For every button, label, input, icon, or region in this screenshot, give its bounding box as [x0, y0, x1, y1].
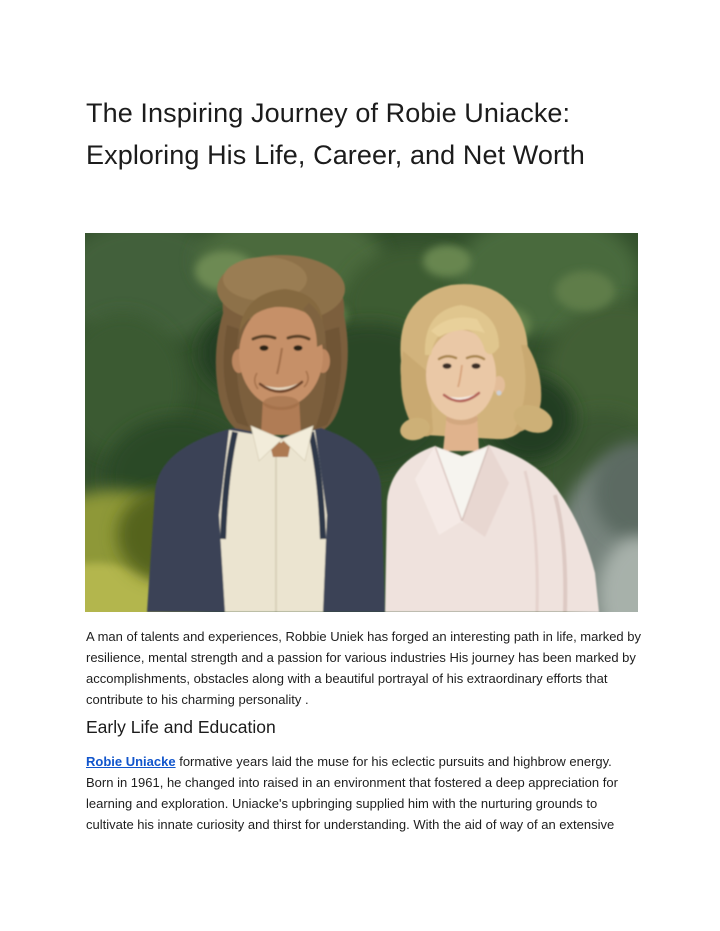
- early-life-paragraph: [86, 751, 642, 835]
- section-heading-early-life: Early Life and Education: [86, 717, 276, 737]
- early-life-text: formative years laid the muse for his eclectic pursuits and highbrow energy. Born in 1961, he changed into raised in an environment that fostered a deep appreciation for learning and exploration. Uniacke's upbringing supplied him with the nurturing grounds to cultivate his innate curiosity and thirst for understanding. With the aid of way of an extensive: [86, 754, 618, 832]
- article-hero-image: [85, 233, 638, 612]
- intro-paragraph: A man of talents and experiences, Robbie Uniek has forged an interesting path in life, marked by resilience, mental strength and a passion for various industries His journey has been marked by accomplishments, obstacles along with a beautiful portrayal of his extraordinary efforts that contribute to his charming personality .: [86, 629, 641, 707]
- page-title: The Inspiring Journey of Robie Uniacke: Exploring His Life, Career, and Net Worth: [86, 98, 585, 170]
- hero-photo-illustration: [85, 233, 638, 612]
- robie-uniacke-link[interactable]: Robie Uniacke: [86, 754, 176, 769]
